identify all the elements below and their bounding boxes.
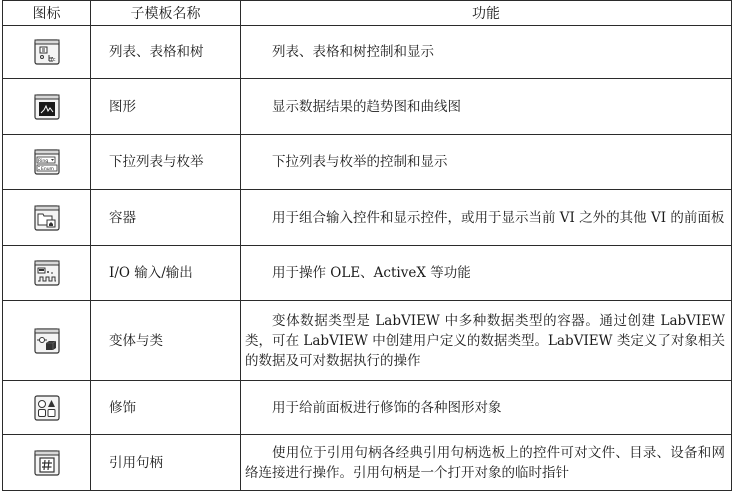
row-name: 下拉列表与枚举 bbox=[91, 135, 241, 190]
header-name: 子模板名称 bbox=[91, 1, 241, 26]
ring-enum-icon bbox=[34, 149, 60, 175]
table-row bbox=[3, 190, 732, 246]
list-table-tree-icon bbox=[34, 39, 60, 65]
row-function: 列表、表格和树控制和显示 bbox=[241, 26, 732, 79]
row-name: 图形 bbox=[91, 79, 241, 135]
table-row bbox=[3, 381, 732, 435]
row-name: I/O 输入/输出 bbox=[91, 246, 241, 301]
header-icon: 图标 bbox=[3, 1, 91, 26]
row-function: 用于操作 OLE、ActiveX 等功能 bbox=[241, 246, 732, 301]
row-name: 变体与类 bbox=[91, 301, 241, 381]
enum-label: Enum bbox=[40, 167, 54, 172]
io-icon bbox=[34, 260, 60, 286]
header-function: 功能 bbox=[241, 1, 732, 26]
table-row bbox=[3, 246, 732, 301]
variant-class-icon bbox=[34, 328, 60, 354]
table-row bbox=[3, 135, 732, 190]
subpalette-table bbox=[2, 0, 732, 491]
table-row bbox=[3, 435, 732, 491]
svg-text:fc: fc bbox=[50, 57, 56, 63]
row-name: 引用句柄 bbox=[91, 435, 241, 491]
containers-icon bbox=[34, 205, 60, 231]
table-row bbox=[3, 26, 732, 79]
table-row bbox=[3, 301, 732, 381]
row-function: 用于给前面板进行修饰的各种图形对象 bbox=[241, 381, 732, 435]
refnum-icon bbox=[34, 450, 60, 476]
row-function: 显示数据结果的趋势图和曲线图 bbox=[241, 79, 732, 135]
decorations-icon bbox=[34, 395, 60, 421]
row-name: 容器 bbox=[91, 190, 241, 246]
row-function: 下拉列表与枚举的控制和显示 bbox=[241, 135, 732, 190]
row-name: 列表、表格和树 bbox=[91, 26, 241, 79]
header-row bbox=[3, 1, 732, 26]
row-function: 变体数据类型是 LabVIEW 中多种数据类型的容器。通过创建 LabVIEW 类，可在 LabVIEW 中创建用户定义的数据类型。LabVIEW 类定义了对象相关的数据及可对数据执行的操作 bbox=[241, 301, 732, 381]
row-function: 使用位于引用句柄各经典引用句柄选板上的控件可对文件、目录、设备和网络连接进行操作。引用句柄是一个打开对象的临时指针 bbox=[241, 435, 732, 491]
row-name: 修饰 bbox=[91, 381, 241, 435]
table-row bbox=[3, 79, 732, 135]
graph-icon bbox=[34, 94, 60, 120]
row-function: 用于组合输入控件和显示控件，或用于显示当前 VI 之外的其他 VI 的前面板 bbox=[241, 190, 732, 246]
ring-label: Ring bbox=[37, 159, 48, 164]
